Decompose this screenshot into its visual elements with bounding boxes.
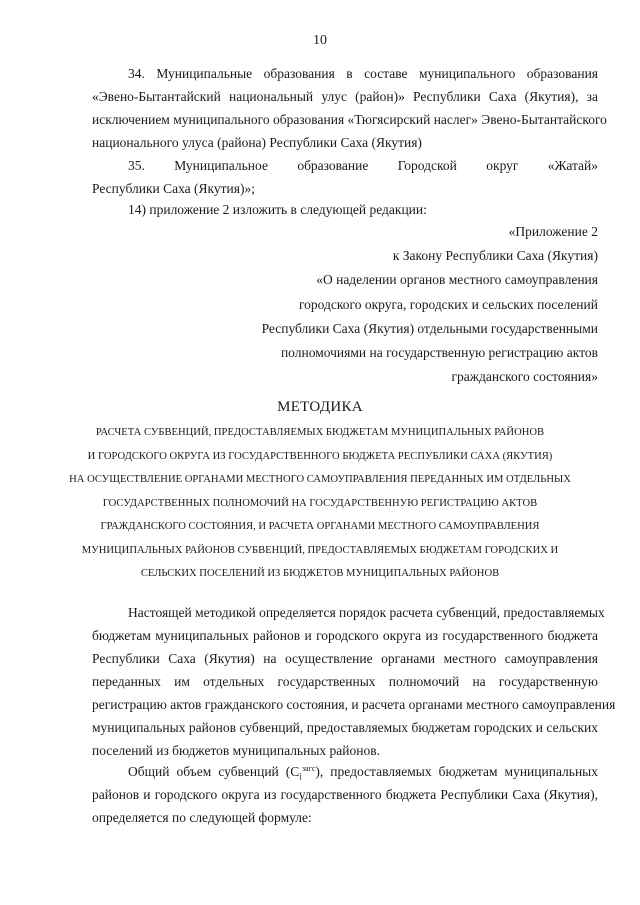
appendix-line: «О наделении органов местного самоуправления — [316, 272, 598, 288]
subtitle-line: И ГОРОДСКОГО ОКРУГА ИЗ ГОСУДАРСТВЕННОГО БЮДЖЕТА РЕСПУБЛИКИ САХА (ЯКУТИЯ) — [87, 450, 553, 462]
subtitle-line: СЕЛЬСКИХ ПОСЕЛЕНИЙ ИЗ БЮДЖЕТОВ МУНИЦИПАЛЬНЫХ РАЙОНОВ — [140, 568, 500, 579]
appendix-line: «Приложение 2 — [508, 224, 598, 239]
paragraph-line: районов и городского округа из государственного бюджета Республики Саха (Якутия), — [92, 787, 598, 802]
appendix-line: Республики Саха (Якутия) отдельными государственными — [261, 320, 598, 336]
subtitle-line: ГРАЖДАНСКОГО СОСТОЯНИЯ, И РАСЧЕТА ОРГАНАМИ МЕСТНОГО САМОУПРАВЛЕНИЯ — [100, 521, 540, 532]
page-number: 10 — [313, 33, 327, 48]
item-35-line-2: Республики Саха (Якутия)»; — [92, 181, 255, 196]
subtitle-line: ГОСУДАРСТВЕННЫХ ПОЛНОМОЧИЙ НА ГОСУДАРСТВЕННУЮ РЕГИСТРАЦИЮ АКТОВ — [102, 497, 538, 509]
paragraph-line: бюджетам муниципальных районов и городского округа из государственного бюджета — [92, 628, 598, 643]
item-34-paragraph — [92, 62, 607, 154]
item-34-line-2: «Эвено-Бытантайский национальный улус (район)» Республики Саха (Якутия), за — [92, 89, 598, 104]
paragraph-line: муниципальных районов субвенций, предоставляемых бюджетам городских и сельских — [92, 720, 598, 735]
item-34-line-1: 34. Муниципальные образования в составе муниципального образования — [128, 66, 598, 81]
item-14-paragraph — [92, 198, 598, 221]
document-subtitle — [0, 421, 640, 586]
paragraph-line: Настоящей методикой определяется порядок расчета субвенций, предоставляемых — [128, 605, 605, 620]
paragraph-methodology-scope — [92, 601, 616, 762]
appendix-line: городского округа, городских и сельских поселений — [298, 296, 598, 312]
paragraph-line: Республики Саха (Якутия) на осуществление органами местного самоуправления — [92, 651, 598, 666]
subtitle-line: НА ОСУЩЕСТВЛЕНИЕ ОРГАНАМИ МЕСТНОГО САМОУПРАВЛЕНИЯ ПЕРЕДАННЫХ ИМ ОТДЕЛЬНЫХ — [69, 474, 571, 485]
item-34-line-3: исключением муниципального образования «Тюгясирский наслег» Эвено-Бытантайского — [92, 112, 607, 127]
paragraph-line: переданных им отдельных государственных полномочий на государственную — [92, 674, 598, 689]
appendix-line: гражданского состояния» — [451, 369, 598, 385]
subtitle-line: МУНИЦИПАЛЬНЫХ РАЙОНОВ СУБВЕНЦИЙ, ПРЕДОСТАВЛЯЕМЫХ БЮДЖЕТАМ ГОРОДСКИХ И — [81, 544, 559, 556]
paragraph-line-with-symbol — [92, 760, 598, 783]
item-14-line: 14) приложение 2 изложить в следующей редакции: — [128, 202, 427, 217]
item-35-paragraph — [92, 154, 598, 200]
item-35-line-1: 35. Муниципальное образование Городской округ «Жатай» — [128, 158, 598, 173]
item-34-line-4: национального улуса (района) Республики Саха (Якутия) — [92, 135, 422, 150]
appendix-line: полномочиями на государственную регистрацию актов — [280, 344, 598, 360]
appendix-heading — [262, 220, 598, 389]
subvention-symbol-index: $_i^{загс}$ — [299, 764, 316, 782]
appendix-line: к Закону Республики Саха (Якутия) — [392, 248, 598, 264]
paragraph-line: поселений из бюджетов муниципальных районов. — [92, 743, 380, 758]
text-fragment: Общий объем субвенций (С — [128, 764, 300, 779]
document-title: МЕТОДИКА — [277, 399, 363, 415]
paragraph-line: регистрацию актов гражданского состояния, и расчета органами местного самоуправления — [92, 697, 616, 712]
paragraph-line: определяется по следующей формуле: — [92, 810, 312, 825]
paragraph-total-subventions — [92, 760, 598, 829]
subtitle-line: РАСЧЕТА СУБВЕНЦИЙ, ПРЕДОСТАВЛЯЕМЫХ БЮДЖЕТАМ МУНИЦИПАЛЬНЫХ РАЙОНОВ — [95, 427, 545, 438]
text-fragment: ), предоставляемых бюджетам муниципальных — [315, 764, 598, 779]
